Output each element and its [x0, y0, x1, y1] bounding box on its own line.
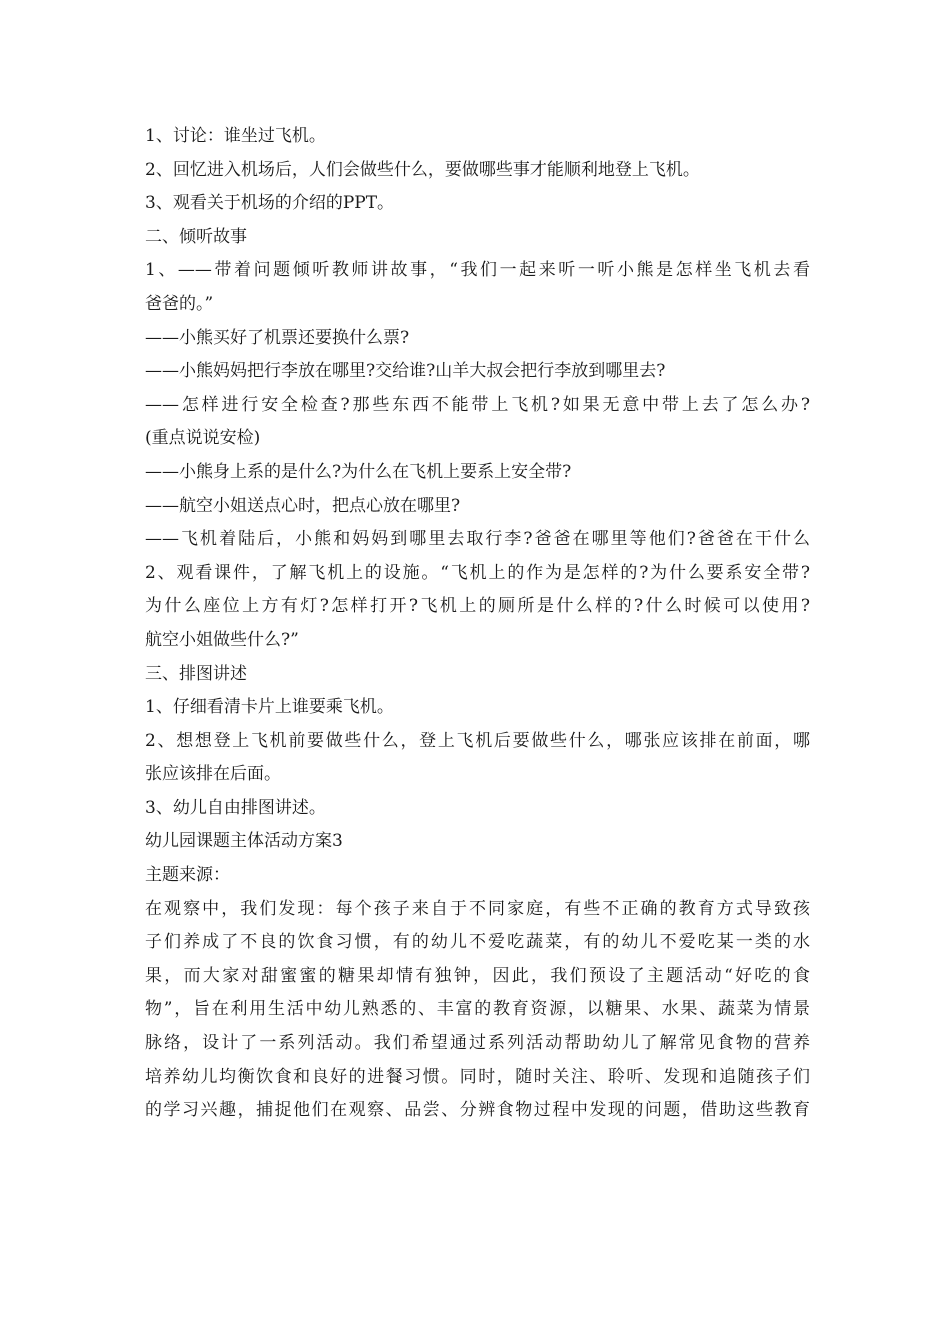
document-body [145, 120, 810, 1128]
text-line: ——小熊妈妈把行李放在哪里?交给谁?山羊大叔会把行李放到哪里去? [145, 361, 666, 382]
text-line: 子们养成了不良的饮食习惯，有的幼儿不爱吃蔬菜，有的幼儿不爱吃某一类的水 [145, 932, 810, 953]
text-line: 1、讨论：谁坐过飞机。 [145, 126, 326, 146]
text-line: 二、倾听故事 [145, 226, 247, 247]
text-line: 在观察中，我们发现：每个孩子来自于不同家庭，有些不正确的教育方式导致孩 [145, 898, 810, 919]
text-line: 果，而大家对甜蜜蜜的糖果却情有独钟，因此，我们预设了主题活动“好吃的食 [145, 965, 810, 986]
text-line: (重点说说安检) [145, 428, 261, 449]
text-line: 1、仔细看清卡片上谁要乘飞机。 [145, 697, 394, 718]
text-line: 为什么座位上方有灯?怎样打开?飞机上的厕所是什么样的?什么时候可以使用? [145, 596, 810, 617]
text-line: 的学习兴趣，捕捉他们在观察、品尝、分辨食物过程中发现的问题，借助这些教育 [145, 1100, 810, 1121]
text-line: ——飞机着陆后，小熊和妈妈到哪里去取行李?爸爸在哪里等他们?爸爸在干什么 [145, 529, 810, 550]
text-line: 幼儿园课题主体活动方案3 [145, 831, 343, 852]
text-line: 主题来源： [145, 865, 230, 886]
text-line: 航空小姐做些什么?” [145, 629, 299, 650]
text-line: 3、幼儿自由排图讲述。 [145, 797, 326, 818]
text-line: 培养幼儿均衡饮食和良好的进餐习惯。同时，随时关注、聆听、发现和追随孩子们 [145, 1066, 810, 1087]
text-line: 2、想想登上飞机前要做些什么，登上飞机后要做些什么，哪张应该排在前面，哪 [145, 730, 810, 751]
text-line: 爸爸的。” [145, 293, 214, 314]
text-line: 张应该排在后面。 [145, 764, 281, 785]
text-line: 2、观看课件，了解飞机上的设施。“飞机上的作为是怎样的?为什么要系安全带? [145, 562, 810, 583]
text-line: 1、——带着问题倾听教师讲故事，“我们一起来听一听小熊是怎样坐飞机去看 [145, 260, 810, 281]
text-line: 脉络，设计了一系列活动。我们希望通过系列活动帮助幼儿了解常见食物的营养 [145, 1033, 810, 1054]
text-line: ——怎样进行安全检查?那些东西不能带上飞机?如果无意中带上去了怎么办? [145, 394, 810, 415]
text-line: 3、观看关于机场的介绍的PPT。 [145, 193, 395, 214]
text-line: ——小熊买好了机票还要换什么票? [145, 327, 410, 348]
text-line: ——航空小姐送点心时，把点心放在哪里? [145, 495, 461, 516]
text-line: ——小熊身上系的是什么?为什么在飞机上要系上安全带? [145, 461, 572, 482]
text-line: 2、回忆进入机场后，人们会做些什么，要做哪些事才能顺利地登上飞机。 [145, 159, 700, 180]
text-line: 物”，旨在利用生活中幼儿熟悉的、丰富的教育资源，以糖果、水果、蔬菜为情景 [145, 999, 810, 1020]
text-line: 三、排图讲述 [145, 663, 247, 684]
